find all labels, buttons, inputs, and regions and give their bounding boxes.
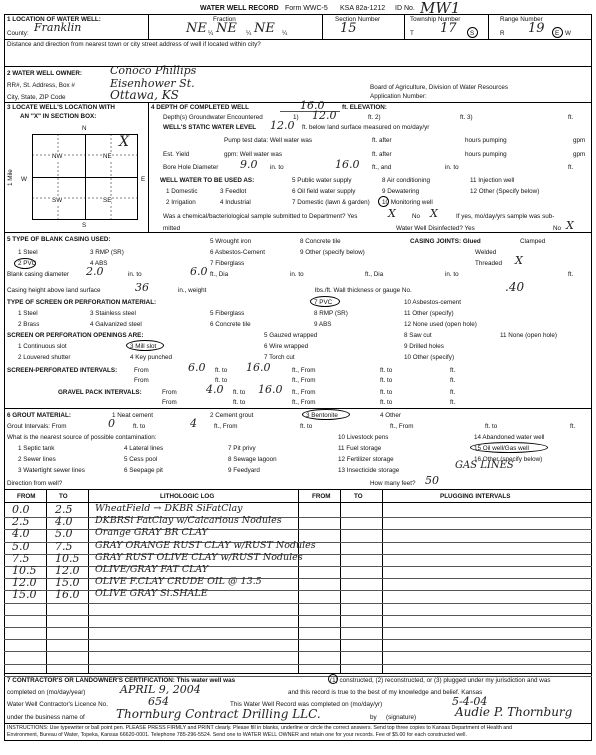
screen-10: 10 Asbestos-cement: [404, 299, 462, 306]
log-from-header: FROM: [17, 493, 36, 500]
application-label: Application Number:: [370, 93, 427, 100]
log-to-header: TO: [59, 493, 68, 500]
log-rule-line: [4, 603, 592, 604]
gp-to-value: 16.0: [258, 383, 283, 396]
opening-5: 5 Gauzed wrapped: [264, 332, 318, 339]
log-cell-f: 5.0: [12, 539, 30, 553]
log-rule-line: [4, 517, 592, 518]
yield-hours: hours pumping: [465, 151, 507, 158]
owner-value: Conoco Phillips: [110, 64, 197, 77]
use-10: 10 Monitoring well: [382, 199, 433, 206]
log-cell-t: 7.5: [55, 539, 73, 553]
grout-4: 4 Other: [380, 412, 401, 419]
static-rest: ft. below land surface measured on mo/day/yr: [302, 124, 430, 131]
openings-title: SCREEN OR PERFORATION OPENINGS ARE:: [7, 332, 144, 339]
log-cell-t: 10.5: [55, 551, 80, 565]
log-cell-d: WheatField → DKBR SiFatClay: [95, 503, 243, 514]
true-statement: and this record is true to the best of my knowledge and belief. Kansas: [288, 689, 483, 696]
opening-1: 1 Continuous slot: [18, 343, 67, 350]
sp-ft: ft.: [450, 367, 456, 374]
src-12: 12 Fertilizer storage: [338, 456, 394, 463]
ksa-ref: KSA 82a-1212: [340, 5, 386, 12]
yield-label: Est. Yield: [163, 151, 190, 158]
opening-2: 2 Louvered shutter: [18, 354, 71, 361]
completed-value: APRIL 9, 2004: [120, 683, 201, 696]
city-label: City, State, ZIP Code: [7, 94, 66, 101]
sp-from-value: 6.0: [188, 361, 206, 374]
src-8: 8 Sewage lagoon: [228, 456, 277, 463]
grout-ft: ft.: [570, 423, 576, 430]
static-value: 12.0: [270, 119, 295, 132]
static-label: WELL'S STATIC WATER LEVEL: [163, 124, 257, 131]
use-7: 7 Domestic (lawn & garden): [292, 199, 370, 206]
screen-3: 3 Stainless steel: [90, 310, 136, 317]
log-cell-d: OLIVE/GRAY FAT CLAY: [95, 564, 209, 575]
id-value: MW1: [420, 0, 461, 17]
s7-title: 7 CONTRACTOR'S OR LANDOWNER'S CERTIFICATION: This water well was: [7, 677, 236, 684]
other-source-value: GAS LINES: [455, 460, 514, 471]
s5-title: 5 TYPE OF BLANK CASING USED:: [7, 236, 111, 243]
log-cell-d: OLIVE GRAY Si.SHALE: [95, 588, 208, 600]
use-2: 2 Irrigation: [166, 199, 196, 206]
township-label: Township Number: [410, 16, 461, 23]
src-15: 15 Oil well/Gas well: [474, 445, 529, 452]
blank-dia: ft., Dia: [210, 271, 229, 278]
sp-ft-2: ft.: [450, 377, 456, 384]
gp-ft-from-2: ft., From: [292, 399, 316, 406]
sp-ft-from-2: ft., From: [292, 377, 316, 384]
elevation-label: ft. ELEVATION:: [342, 104, 387, 111]
direction-label: Direction from well?: [7, 480, 63, 487]
log-cell-f: 12.0: [12, 576, 37, 590]
src-2: 2 Sewer lines: [18, 456, 56, 463]
grout-intervals-label: Grout Intervals: From: [7, 423, 67, 430]
log-plug-header: PLUGGING INTERVALS: [440, 493, 511, 500]
city-value: Ottawa, KS: [110, 88, 179, 102]
chem-x: X: [388, 207, 396, 220]
business-label: under the business name of: [7, 714, 85, 721]
casing-8: 8 Concrete tile: [300, 238, 341, 245]
src-13: 13 Insecticide storage: [338, 467, 400, 474]
instructions-2: Environment, Bureau of Water, Topeka, Kansas 66620-0001. Telephone 785-296-5524. Send one to WATER WELL OWNER and retain one for your records. Fee of $5.00 for each constructed well.: [7, 732, 467, 738]
gp-ft-to-3: ft. to: [233, 399, 246, 406]
log-rule-line: [4, 639, 592, 640]
log-cell-d: Orange GRAY BR CLAY: [95, 527, 208, 539]
board-label: Board of Agriculture, Division of Water Resources: [370, 84, 509, 91]
record-completed-value: 5-4-04: [452, 695, 488, 708]
log-from-header-2: FROM: [312, 493, 331, 500]
src-4: 4 Lateral lines: [124, 445, 164, 452]
bore-value: 9.0: [240, 158, 258, 171]
bore-label: Bore Hole Diameter: [163, 164, 219, 171]
quad-se: SE: [103, 197, 112, 204]
blank-in-to-3: in. to: [445, 271, 459, 278]
licence-label: Water Well Contractor's Licence No.: [7, 701, 108, 708]
gp-ft-to-4: ft. to: [380, 399, 393, 406]
range-value: 19: [528, 21, 545, 36]
disinfected-no: No: [553, 225, 562, 232]
src-16: 16 Other (specify below): [474, 456, 543, 463]
feet-label: How many feet?: [370, 480, 416, 487]
blank-diameter-value: 2.0: [86, 265, 104, 278]
s1-title: 1 LOCATION OF WATER WELL:: [7, 16, 101, 23]
screen-5: 5 Fiberglass: [210, 310, 245, 317]
signature-value: Audie P. Thornburg: [455, 705, 573, 719]
blank-in-to-2: in. to: [290, 271, 304, 278]
chem-rest: If yes, mo/day/yrs sample was sub-: [456, 213, 555, 220]
completed-label: completed on (mo/day/year): [7, 689, 86, 696]
src-11: 11 Fuel storage: [338, 445, 382, 452]
log-cell-t: 2.5: [55, 503, 73, 516]
joints-welded: Welded: [475, 249, 497, 256]
log-cell-d: OLIVE F.CLAY CRUDE OIL @ 13.5: [95, 576, 262, 588]
screen-2: 2 Brass: [18, 321, 40, 328]
log-to-header-2: TO: [354, 493, 363, 500]
address-label: RR#, St. Address, Box #: [7, 82, 75, 89]
src-6: 6 Seepage pit: [124, 467, 163, 474]
casing-4: 4 ABS: [90, 260, 108, 267]
bore-in-to-2: in. to: [445, 164, 459, 171]
gp-from-label-2: From: [162, 399, 177, 406]
bore-ft-and: ft., and: [372, 164, 392, 171]
casing-6: 6 Asbestos-Cement: [210, 249, 265, 256]
log-rule-line: [4, 590, 592, 591]
log-cell-f: 2.5: [12, 515, 30, 529]
sp-ft-from: ft., From: [292, 367, 316, 374]
licence-value: 654: [148, 695, 169, 708]
quarter-sym: ¼: [282, 30, 288, 37]
screen-4: 4 Galvanized steel: [90, 321, 142, 328]
quad-ne: NE: [103, 153, 112, 160]
log-rule-line: [4, 566, 592, 567]
grout-3: 3 Bentonite: [306, 412, 338, 419]
log-cell-t: 12.0: [55, 564, 80, 577]
screen-7: 7 PVC: [314, 299, 333, 306]
log-cell-t: 15.0: [55, 576, 80, 590]
w-label: W: [565, 30, 571, 37]
signature-label: (signature): [386, 714, 417, 721]
s6-title: 6 GROUT MATERIAL:: [7, 412, 71, 419]
threaded-x: X: [515, 254, 523, 267]
use-5: 5 Public water supply: [292, 177, 352, 184]
use-1: 1 Domestic: [166, 188, 198, 195]
gw2-label: ft. 2): [368, 114, 381, 121]
chem-no: No: [412, 213, 421, 220]
sp-ft-to-4: ft. to: [380, 377, 393, 384]
sp-ft-to-3: ft. to: [215, 377, 228, 384]
opening-10: 10 Other (specify): [404, 354, 455, 361]
opening-9: 9 Drilled holes: [404, 343, 444, 350]
s2-title: 2 WATER WELL OWNER:: [7, 70, 82, 77]
height-lbs: lbs./ft. Wall thickness or gauge No.: [315, 287, 412, 294]
src-7: 7 Pit privy: [228, 445, 256, 452]
log-cell-t: 5.0: [55, 527, 73, 541]
opening-6: 6 Wire wrapped: [264, 343, 309, 350]
compass-s: S: [82, 222, 87, 229]
grout-ft-to: ft. to: [133, 423, 146, 430]
township-value: 17: [440, 21, 457, 36]
range-label: Range Number: [500, 16, 543, 23]
opening-7: 7 Torch cut: [264, 354, 295, 361]
mile-label: 1 Mile: [7, 169, 14, 186]
pump-ft-after: ft. after: [372, 137, 392, 144]
use-3: 3 Feedlot: [220, 188, 247, 195]
joints-threaded: Threaded: [475, 260, 502, 267]
depth-value: 16.0: [300, 99, 325, 112]
t-label: T: [410, 30, 414, 37]
screen-9: 9 ABS: [314, 321, 332, 328]
log-cell-d: DKBRSi FatClay w/Calcarious Nodules: [95, 515, 282, 527]
blank-in-to: in. to: [128, 271, 142, 278]
s-label: S: [470, 30, 475, 37]
casing-7: 7 Fiberglass: [210, 260, 245, 267]
s3-subtitle: AN "X" IN SECTION BOX:: [20, 113, 97, 120]
log-rule-line: [4, 615, 592, 616]
gp-ft-to: ft. to: [233, 389, 246, 396]
section-label: Section Number: [335, 16, 381, 23]
opening-8: 8 Saw cut: [404, 332, 432, 339]
log-rule-line: [4, 664, 592, 665]
feet-value: 50: [425, 474, 439, 487]
opening-11: 11 None (open hole): [500, 332, 557, 339]
grout-ft-to-2: ft. to: [300, 423, 313, 430]
src-1: 1 Septic tank: [18, 445, 55, 452]
id-label: ID No.: [395, 5, 415, 12]
form-title: WATER WELL RECORD: [200, 5, 279, 12]
src-9: 9 Feedyard: [228, 467, 260, 474]
height-label: Casing height above land surface: [7, 287, 101, 294]
grout-ft-from-2: ft., From: [390, 423, 414, 430]
grout-ft-to-3: ft. to: [485, 423, 498, 430]
disinfected-label: Water Well Disinfected? Yes: [396, 225, 475, 232]
casing-5: 5 Wrought iron: [210, 238, 252, 245]
log-cell-d: GRAY ORANGE RUST CLAY w/RUST Nodules: [95, 539, 316, 551]
yield-gpm: gpm: [573, 151, 586, 158]
e-label: E: [555, 30, 560, 37]
contamination-label: What is the nearest source of possible contamination:: [7, 434, 157, 441]
log-cell-f: 0.0: [12, 503, 30, 516]
yield-water: gpm: Well water was: [224, 151, 282, 158]
grout-ft-from: ft., From: [214, 423, 238, 430]
sp-to-value: 16.0: [246, 361, 271, 374]
log-cell-f: 4.0: [12, 527, 30, 541]
section-value: 15: [340, 21, 357, 36]
log-cell-f: 15.0: [12, 588, 37, 602]
log-rule-line: [4, 578, 592, 579]
height-value: 36: [135, 281, 149, 294]
by-label: by: [370, 714, 377, 721]
record-completed-label: This Water Well Record was completed on (mo/day/yr): [230, 701, 383, 708]
height-weight: in., weight: [178, 287, 207, 294]
gp-ft: ft.: [450, 389, 456, 396]
grout-from-value: 0: [108, 417, 115, 430]
screen-1: 1 Steel: [18, 310, 38, 317]
gw1-label: 1): [293, 114, 299, 121]
gw3-label: ft. 3): [460, 114, 473, 121]
gravel-intervals-label: GRAVEL PACK INTERVALS:: [58, 389, 142, 396]
casing-3: 3 RMP (SR): [90, 249, 124, 256]
grout-2: 2 Cement grout: [210, 412, 254, 419]
src-3: 3 Watertight sewer lines: [18, 467, 85, 474]
gw-ft: ft.: [568, 114, 574, 121]
use-title: WELL WATER TO BE USED AS:: [160, 177, 255, 184]
quad-nw: NW: [52, 153, 63, 160]
chem-label: Was a chemical/bacteriological sample submitted to Department? Yes: [163, 213, 358, 220]
use-6: 6 Oil field water supply: [292, 188, 356, 195]
business-value: Thornburg Contract Drilling LLC.: [116, 707, 321, 721]
screen-intervals-label: SCREEN-PERFORATED INTERVALS:: [7, 367, 118, 374]
log-cell-t: 16.0: [55, 588, 80, 602]
fraction-1: NE: [186, 21, 207, 36]
chem-mitted: mitted: [163, 225, 181, 232]
groundwater-value: 12.0: [312, 109, 337, 122]
s4-title: 4 DEPTH OF COMPLETED WELL: [151, 104, 249, 111]
gp-ft-to-2: ft. to: [380, 389, 393, 396]
location-x: X: [119, 134, 129, 150]
log-cell-t: 4.0: [55, 515, 73, 529]
fraction-3: NE: [254, 21, 275, 36]
chem-x-2: X: [430, 207, 438, 220]
gp-from-value: 4.0: [206, 383, 224, 396]
casing-2: 2 PVC: [18, 260, 37, 267]
src-14: 14 Abandoned water well: [474, 434, 545, 441]
log-cell-d: GRAY RUST OLIVE CLAY w/RUST Nodules: [95, 551, 303, 563]
sp-from-label: From: [134, 367, 149, 374]
pump-gpm: gpm: [573, 137, 586, 144]
grout-1: 1 Neat cement: [112, 412, 153, 419]
quarter-sym: ¼: [246, 30, 252, 37]
address-value: Eisenhower St.: [110, 77, 195, 90]
casing-1: 1 Steel: [18, 249, 38, 256]
use-9: 9 Dewatering: [382, 188, 420, 195]
compass-w: W: [21, 176, 27, 183]
use-4: 4 Industrial: [220, 199, 251, 206]
log-cell-f: 10.5: [12, 564, 37, 577]
compass-n: N: [82, 125, 87, 132]
screen-12: 12 None used (open hole): [404, 321, 477, 328]
quarter-sym: ¼: [208, 30, 214, 37]
blank-ft: ft.: [568, 271, 574, 278]
blank-dia-2: ft., Dia: [365, 271, 384, 278]
gp-ft-2: ft.: [450, 399, 456, 406]
instructions-1: INSTRUCTIONS: Use typewriter or ball point pen. PLEASE PRESS FIRMLY and PRINT clearly. Please fill in blanks, underline or circle the correct answers. Send top three copies to Kansas Department of Health and: [7, 725, 513, 731]
src-10: 10 Livestock pens: [338, 434, 389, 441]
distance-label: Distance and direction from nearest town or city street address of well if located within city?: [7, 41, 261, 48]
gp-ft-from: ft., From: [292, 389, 316, 396]
opening-3: 3 Mill slot: [130, 343, 157, 350]
county-label: County:: [7, 30, 29, 37]
bore-ft: ft.: [568, 164, 574, 171]
log-litho-header: LITHOLOGIC LOG: [160, 493, 215, 500]
log-rule-line: [4, 529, 592, 530]
gp-from-label: From: [162, 389, 177, 396]
fraction-2: NE: [216, 21, 237, 36]
sp-ft-to: ft. to: [215, 367, 228, 374]
pump-hours: hours pumping: [465, 137, 507, 144]
log-rule-line: [4, 627, 592, 628]
use-12: 12 Other (Specify below): [470, 188, 540, 195]
county-value: Franklin: [34, 21, 82, 34]
compass-e: E: [141, 176, 146, 183]
src-5: 5 Cess pool: [124, 456, 158, 463]
casing-9: 9 Other (specify below): [300, 249, 365, 256]
quad-sw: SW: [52, 197, 63, 204]
form-number: Form WWC-5: [285, 5, 328, 12]
log-rule-line: [4, 651, 592, 652]
pump-test-label: Pump test data: Well water was: [224, 137, 313, 144]
fraction-label: Fraction: [213, 16, 236, 23]
grout-to-value: 4: [190, 417, 197, 430]
joints-clamped: Clamped: [520, 238, 546, 245]
gauge-value: .40: [505, 280, 525, 294]
joints-label: CASING JOINTS: Glued: [410, 238, 481, 245]
bore-to-value: 16.0: [335, 158, 360, 171]
s3-title: 3 LOCATE WELL'S LOCATION WITH: [7, 104, 115, 111]
cert-options: (1) constructed, (2) reconstructed, or (3) plugged under my jurisdiction and was: [330, 677, 551, 684]
sp-ft-to-2: ft. to: [380, 367, 393, 374]
groundwater-label: Depth(s) Groundwater Encountered: [163, 114, 263, 121]
blank-diameter-label: Blank casing diameter: [7, 271, 69, 278]
yield-ft-after: ft. after: [372, 151, 392, 158]
opening-4: 4 Key punched: [130, 354, 173, 361]
screen-title: TYPE OF SCREEN OR PERFORATION MATERIAL:: [7, 299, 157, 306]
disinfected-x: X: [566, 219, 574, 232]
sp-from-label-2: From: [134, 377, 149, 384]
screen-8: 8 RMP (SR): [314, 310, 348, 317]
use-8: 8 Air conditioning: [382, 177, 430, 184]
bore-in-to: in. to: [270, 164, 284, 171]
blank-to-value: 6.0: [190, 265, 208, 278]
screen-11: 11 Other (specify): [404, 310, 454, 317]
log-cell-f: 7.5: [12, 551, 30, 565]
use-11: 11 Injection well: [470, 177, 515, 184]
screen-6: 6 Concrete tile: [210, 321, 251, 328]
r-label: R: [500, 30, 505, 37]
